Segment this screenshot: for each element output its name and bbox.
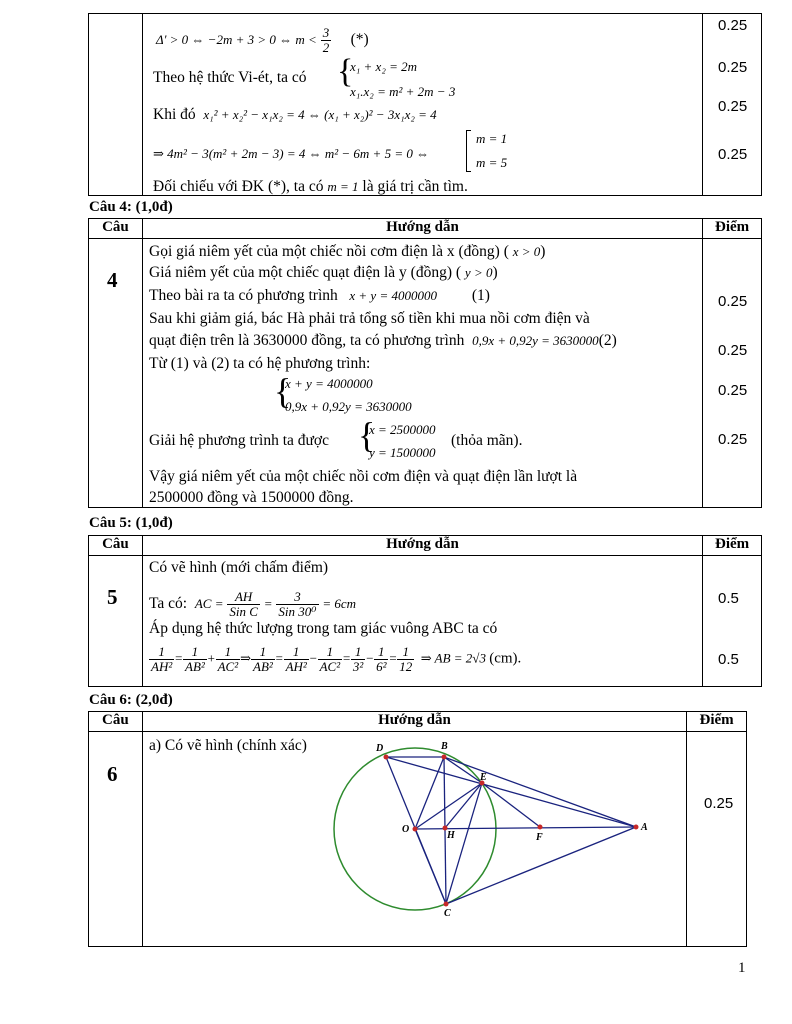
- top-line-1: Δ' > 0 ⇔ −2m + 3 > 0 ⇔ m < $\frac{3}{2}$ (*): [156, 25, 369, 55]
- q5-heading: Câu 5: (1,0đ): [89, 515, 173, 531]
- top-line-3: Khi đó x₁² + x₂² − x₁x₂ = 4 ⇔ (x₁ + x₂)² − 3x₁x₂ = 4: [153, 106, 437, 123]
- segment-ab: [444, 757, 636, 827]
- segment-ad: [386, 757, 636, 827]
- label-c: C: [444, 908, 451, 919]
- top-option-1: m = 1: [476, 131, 508, 146]
- col-cau: Câu: [89, 536, 143, 556]
- col-huong-dan: Hướng dẫn: [142, 219, 702, 239]
- point-f: [538, 825, 543, 830]
- q6-heading: Câu 6: (2,0đ): [89, 692, 173, 708]
- q5-line-2: Ta có: AC = $\frac{AH}{\text{Sin C}}$ = $\frac{3}{\text{Sin 30⁰}}$ = 6cm: [149, 589, 357, 619]
- q4-heading: Câu 4: (1,0đ): [89, 199, 173, 215]
- segment-ec: [446, 783, 482, 904]
- q4-system-2: 0,9x + 0,92y = 3630000: [285, 399, 412, 414]
- label-f: F: [536, 832, 543, 843]
- point-d: [384, 755, 389, 760]
- col-diem: Điểm: [703, 536, 762, 556]
- score: 0.25: [718, 17, 748, 34]
- top-line-4: ⇒ 4m² − 3(m² + 2m − 3) = 4 ⇔ m² − 6m + 5 = 0 ⇔: [153, 146, 430, 161]
- segment-ef: [482, 783, 540, 827]
- system-brace: {: [274, 371, 292, 411]
- q4-line-8: Vậy giá niêm yết của một chiếc nồi cơm điện và quạt điện lần lượt là: [149, 468, 578, 485]
- point-o: [413, 827, 418, 832]
- q5-number: 5: [107, 585, 118, 609]
- segment-ob: [415, 757, 444, 829]
- score: 0.25: [718, 382, 748, 399]
- q4-line-1: Gọi giá niêm yết của một chiếc nồi cơm điện là x (đồng) ( x > 0): [149, 243, 546, 260]
- q4-solution-2: y = 1500000: [369, 445, 436, 460]
- score: 0.5: [718, 590, 739, 607]
- q4-line-7: Giải hệ phương trình ta được: [149, 432, 329, 449]
- score: 0.25: [704, 795, 734, 812]
- q4-line-9: 2500000 đồng và 1500000 đồng.: [149, 489, 354, 506]
- score: 0.25: [718, 59, 748, 76]
- score: 0.25: [718, 293, 748, 310]
- q4-solution-1: x = 2500000: [369, 422, 436, 437]
- q4-system-1: x + y = 4000000: [285, 376, 373, 391]
- point-c: [444, 902, 449, 907]
- col-huong-dan: Hướng dẫn: [142, 536, 702, 556]
- q4-line-3: Theo bài ra ta có phương trình x + y = 4000000 (1): [149, 287, 490, 304]
- score: 0.25: [718, 146, 748, 163]
- label-h: H: [447, 830, 455, 841]
- score: 0.25: [718, 342, 748, 359]
- q4-line-6: Từ (1) và (2) ta có hệ phương trình:: [149, 355, 371, 372]
- page-number: 1: [738, 960, 746, 976]
- q6-number: 6: [107, 762, 118, 786]
- label-a: A: [641, 822, 648, 833]
- label-d: D: [376, 743, 384, 754]
- q5-formula: $\frac{1}{\text{AH²}}$ = $\frac{1}{\text{AB²}}$ + $\frac{1}{\text{AC²}}$ ⇒ $\frac{1}{\text{AB²}}$ = $\frac{1}{\text{AH²}}$ − $\frac{1}{\text{AC²}}$ = $\frac{1}{\text{3²}}$ − $\frac{1}{\text{6²}}$ = $\frac{1}{12}$ ⇒ AB = 2√3 (cm).: [151, 644, 522, 674]
- point-b: [442, 755, 447, 760]
- q5-line-3: Áp dụng hệ thức lượng trong tam giác vuông ABC ta có: [149, 620, 498, 637]
- geometry-figure: [330, 738, 660, 920]
- q5-line-1: Có vẽ hình (mới chấm điểm): [149, 559, 329, 576]
- system-brace: {: [358, 415, 376, 455]
- segment-ob-e: [415, 783, 482, 829]
- score: 0.25: [718, 98, 748, 115]
- segment-oc: [415, 829, 446, 904]
- top-system-2: x₁.x₂ = m² + 2m − 3: [350, 84, 456, 99]
- label-e: E: [480, 772, 487, 783]
- q4-line-2: Giá niêm yết của một chiếc quạt điện là y (đồng) ( y > 0): [149, 264, 498, 281]
- top-line-5: Đối chiếu với ĐK (*), ta có m = 1 là giá trị cần tìm.: [153, 178, 468, 195]
- top-option-2: m = 5: [476, 155, 508, 170]
- segment-oa: [415, 827, 636, 829]
- system-brace: {: [337, 53, 354, 90]
- q4-line-7-tail: (thỏa mãn).: [451, 432, 523, 449]
- q4-line-4: Sau khi giảm giá, bác Hà phải trả tổng số tiền khi mua nồi cơm điện và: [149, 310, 590, 327]
- col-huong-dan: Hướng dẫn: [142, 712, 686, 732]
- label-o: O: [402, 824, 410, 835]
- top-system-1: x₁ + x₂ = 2m: [350, 59, 418, 74]
- q4-number: 4: [107, 268, 118, 292]
- label-b: B: [441, 741, 448, 752]
- q4-line-5: quạt điện trên là 3630000 đồng, ta có phương trình 0,9x + 0,92y = 3630000(2): [149, 332, 617, 349]
- segment-eh: [445, 783, 482, 828]
- col-cau: Câu: [89, 712, 143, 732]
- col-diem: Điểm: [687, 712, 747, 732]
- q6-line-1: a) Có vẽ hình (chính xác): [149, 737, 307, 754]
- point-a: [634, 825, 639, 830]
- col-cau: Câu: [89, 219, 143, 239]
- score: 0.5: [718, 651, 739, 668]
- top-line-2: Theo hệ thức Vi-ét, ta có: [153, 69, 307, 86]
- options-bracket: [466, 130, 471, 172]
- score: 0.25: [718, 431, 748, 448]
- col-diem: Điểm: [703, 219, 762, 239]
